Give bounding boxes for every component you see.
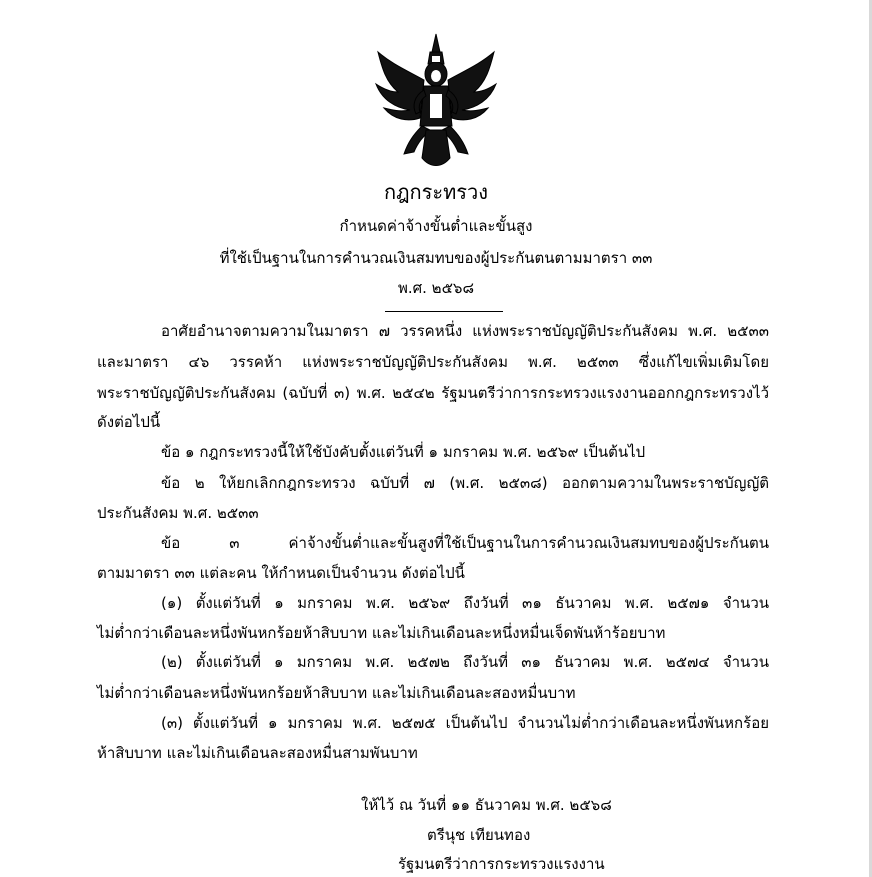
given-date: ให้ไว้ ณ วันที่ ๑๑ ธันวาคม พ.ศ. ๒๕๖๘ xyxy=(361,796,612,814)
garuda-emblem-icon xyxy=(370,30,502,172)
item-line: (๒) ตั้งแต่วันที่ ๑ มกราคม พ.ศ. ๒๕๗๒ ถึงวันที่ ๓๑ ธันวาคม พ.ศ. ๒๕๗๔ จำนวน xyxy=(161,653,769,671)
preamble-line: และมาตรา ๔๖ วรรคห้า แห่งพระราชบัญญัติประกันสังคม พ.ศ. ๒๕๓๓ ซึ่งแก้ไขเพิ่มเติมโดย xyxy=(97,353,769,371)
clause-line: ข้อ ๑ กฎกระทรวงนี้ให้ใช้บังคับตั้งแต่วันที่ ๑ มกราคม พ.ศ. ๒๕๖๙ เป็นต้นไป xyxy=(161,443,646,461)
signatory-position: รัฐมนตรีว่าการกระทรวงแรงงาน xyxy=(398,855,605,873)
title-divider xyxy=(385,311,503,312)
item-line: ไม่ต่ำกว่าเดือนละหนึ่งพันหกร้อยห้าสิบบาท และไม่เกินเดือนละหนึ่งหมื่นเจ็ดพันห้าร้อยบาท xyxy=(97,624,666,642)
clause-line: ประกันสังคม พ.ศ. ๒๕๓๓ xyxy=(97,504,259,522)
document-title: กฎกระทรวง xyxy=(383,180,489,204)
item-line: (๑) ตั้งแต่วันที่ ๑ มกราคม พ.ศ. ๒๕๖๙ ถึงวันที่ ๓๑ ธันวาคม พ.ศ. ๒๕๗๑ จำนวน xyxy=(161,594,769,612)
year-line: พ.ศ. ๒๕๖๘ xyxy=(397,279,475,297)
signatory-name: ตรีนุช เทียนทอง xyxy=(427,826,531,844)
subtitle-line: ที่ใช้เป็นฐานในการคำนวณเงินสมทบของผู้ประกันตนตามมาตรา ๓๓ xyxy=(219,249,653,267)
item-line: (๓) ตั้งแต่วันที่ ๑ มกราคม พ.ศ. ๒๕๗๕ เป็นต้นไป จำนวนไม่ต่ำกว่าเดือนละหนึ่งพันหกร้อย xyxy=(161,714,769,732)
clause-line: ตามมาตรา ๓๓ แต่ละคน ให้กำหนดเป็นจำนวน ดังต่อไปนี้ xyxy=(97,564,465,582)
preamble-line: ดังต่อไปนี้ xyxy=(97,413,161,431)
preamble-line: พระราชบัญญัติประกันสังคม (ฉบับที่ ๓) พ.ศ. ๒๕๔๒ รัฐมนตรีว่าการกระทรวงแรงงานออกกฎกระทรวงไว้ xyxy=(97,384,769,402)
clause-line: ข้อ ๓ ค่าจ้างขั้นต่ำและขั้นสูงที่ใช้เป็นฐานในการคำนวณเงินสมทบของผู้ประกันตน xyxy=(161,534,769,552)
clause-line: ข้อ ๒ ให้ยกเลิกกฎกระทรวง ฉบับที่ ๗ (พ.ศ. ๒๕๓๘) ออกตามความในพระราชบัญญัติ xyxy=(161,474,769,492)
subtitle-line: กำหนดค่าจ้างขั้นต่ำและขั้นสูง xyxy=(339,217,533,235)
item-line: ไม่ต่ำกว่าเดือนละหนึ่งพันหกร้อยห้าสิบบาท และไม่เกินเดือนละสองหมื่นบาท xyxy=(97,684,576,702)
item-line: ห้าสิบบาท และไม่เกินเดือนละสองหมื่นสามพันบาท xyxy=(97,744,418,762)
preamble-line: อาศัยอำนาจตามความในมาตรา ๗ วรรคหนึ่ง แห่งพระราชบัญญัติประกันสังคม พ.ศ. ๒๕๓๓ xyxy=(161,322,769,340)
